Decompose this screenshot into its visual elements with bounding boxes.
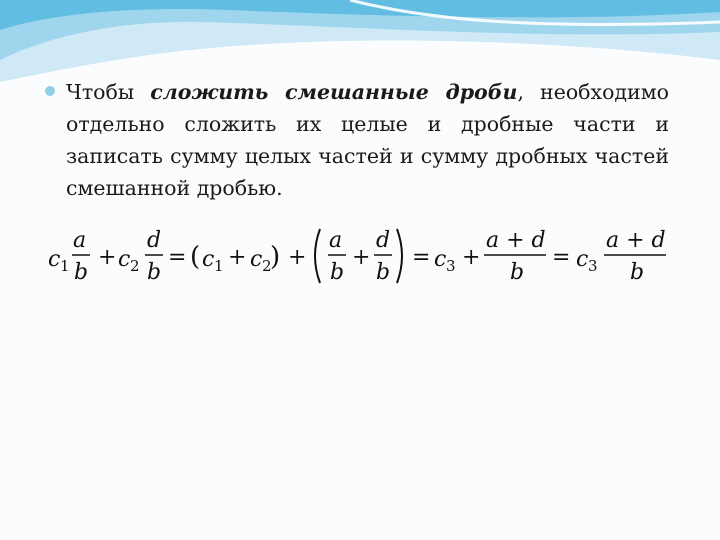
bullet-icon — [45, 86, 55, 96]
formula-rparen-1: ) — [270, 242, 281, 272]
formula-frac5-numerator: a + d — [486, 228, 546, 253]
formula-c2: c — [118, 247, 131, 272]
formula-c2-subscript: 2 — [130, 257, 140, 275]
formula-frac3-numerator: a — [329, 228, 343, 253]
formula-frac4-numerator: d — [376, 228, 391, 253]
formula-plus-4: + — [352, 245, 371, 270]
formula-frac4-denominator: b — [376, 260, 391, 285]
formula-plus-5: + — [462, 245, 481, 270]
formula-c1: c — [48, 247, 61, 272]
formula-equals-1: = — [168, 245, 187, 270]
bullet-text-suffix: , необходимо отдельно сложить их целые и дробные части и записать сумму целых частей и сумму дробных частей смешанной дробью. — [66, 80, 669, 200]
formula-c1-subscript: 1 — [60, 257, 70, 275]
formula-c1-group: c — [202, 247, 215, 272]
formula-plus-2: + — [228, 245, 247, 270]
mixed-fraction-formula — [44, 222, 674, 292]
formula-equals-2: = — [412, 245, 431, 270]
formula-lparen-1: ( — [190, 242, 201, 272]
formula-frac2-denominator: b — [147, 260, 162, 285]
formula-frac1-numerator: a — [73, 228, 87, 253]
formula-frac2-numerator: d — [147, 228, 162, 253]
formula-c2-group-subscript: 2 — [262, 257, 272, 275]
formula-plus-3: + — [288, 245, 307, 270]
formula-c3-first-subscript: 3 — [446, 257, 456, 275]
bullet-text-emphasis: сложить смешанные дроби — [150, 80, 518, 104]
formula-c3-first: c — [434, 247, 447, 272]
bullet-text — [66, 76, 669, 204]
formula-frac6-denominator: b — [630, 260, 645, 285]
formula-frac1-denominator: b — [74, 260, 89, 285]
formula-c3-second-subscript: 3 — [588, 257, 598, 275]
formula-big-rparen — [397, 229, 402, 283]
formula-big-lparen — [315, 229, 320, 283]
formula-c3-second: c — [576, 247, 589, 272]
formula-equals-3: = — [552, 245, 571, 270]
bullet-text-prefix: Чтобы — [66, 80, 151, 104]
formula-c1-group-subscript: 1 — [214, 257, 224, 275]
formula-plus-1: + — [98, 245, 117, 270]
formula-frac3-denominator: b — [330, 260, 345, 285]
formula-c2-group: c — [250, 247, 263, 272]
formula-frac6-numerator: a + d — [606, 228, 666, 253]
formula-frac5-denominator: b — [510, 260, 525, 285]
